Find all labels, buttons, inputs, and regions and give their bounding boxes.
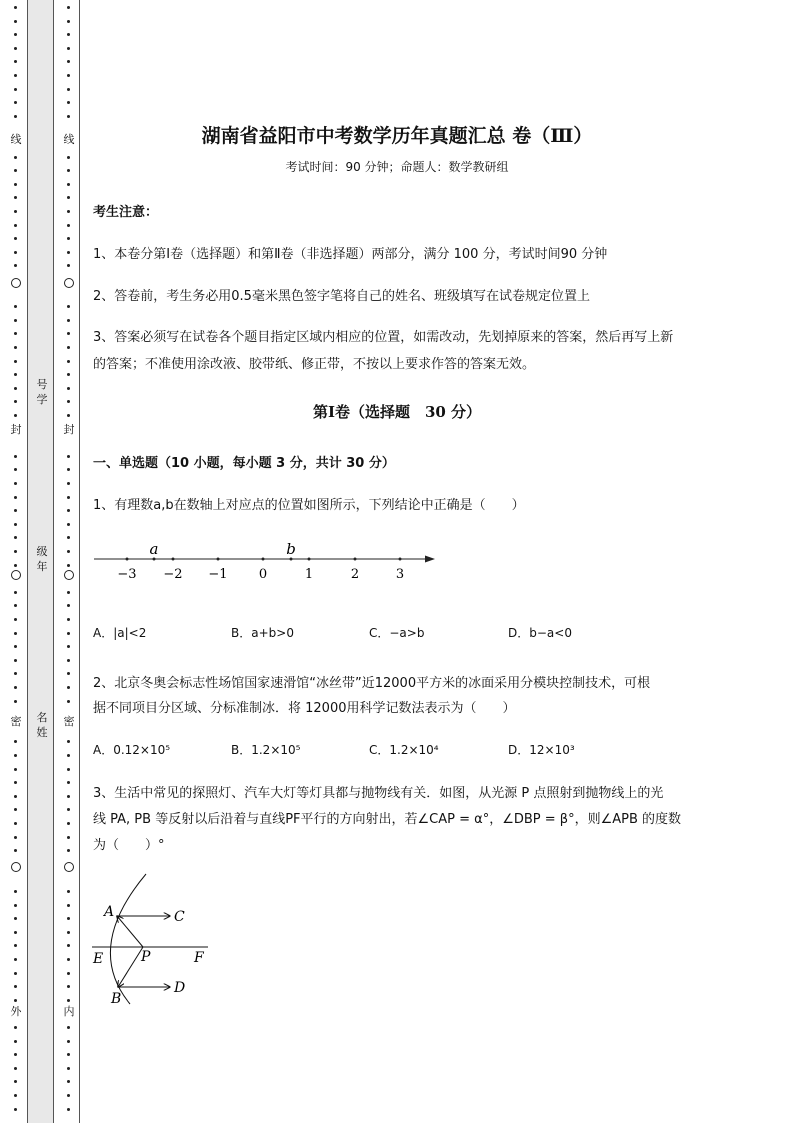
cut-line-dot	[67, 1026, 70, 1029]
name-field-label: 名姓	[36, 711, 48, 739]
q1-option-d: D．b−a<0	[508, 626, 572, 640]
cut-line-dot	[14, 210, 17, 213]
cut-line-dot	[14, 795, 17, 798]
cut-line-dot	[67, 686, 70, 689]
ray-pb	[118, 947, 143, 987]
cut-line-dot	[67, 319, 70, 322]
cut-line-dot	[67, 604, 70, 607]
cut-line-dot	[14, 224, 17, 227]
cut-line-dot	[67, 387, 70, 390]
cut-line-dot	[14, 632, 17, 635]
cut-line-dot	[14, 618, 17, 621]
cut-line-dot	[67, 958, 70, 961]
cut-line-dot	[67, 47, 70, 50]
cut-line-dot	[14, 700, 17, 703]
q1-option-a: A．|a|<2	[93, 626, 147, 640]
cut-line-dot	[67, 795, 70, 798]
margin-label-mi-left: 密	[10, 715, 22, 728]
cut-line-dot	[14, 196, 17, 199]
cut-line-dot	[67, 999, 70, 1002]
cut-line-dot	[67, 564, 70, 567]
note-item: 1、本卷分第Ⅰ卷（选择题）和第Ⅱ卷（非选择题）两部分，满分 100 分，考试时间90 分钟	[93, 247, 608, 262]
cut-line-dot	[67, 33, 70, 36]
tick-label: 2	[350, 567, 360, 582]
point-label-c: C	[174, 909, 185, 925]
margin-label-feng-left: 封	[10, 423, 22, 436]
cut-line-dot	[14, 849, 17, 852]
question-3-stem: 线 PA, PB 等反射以后沿着与直线PF平行的方向射出，若∠CAP = α°，∠DBP = β°，则∠APB 的度数	[93, 812, 682, 827]
cut-line-dot	[14, 1094, 17, 1097]
cut-line-dot	[67, 346, 70, 349]
question-3-stem: 为（ ）°	[93, 838, 165, 853]
cut-line-dot	[67, 1053, 70, 1056]
cut-line-dot	[67, 754, 70, 757]
cut-line-dot	[14, 944, 17, 947]
tick-label: −2	[163, 567, 183, 582]
exam-subtitle: 考试时间：90 分钟；命题人：数学教研组	[285, 160, 509, 174]
circle-mark	[11, 862, 21, 872]
cut-line-dot	[67, 672, 70, 675]
q1-option-c: C．−a>b	[369, 626, 425, 640]
cut-line-dot	[14, 672, 17, 675]
cut-line-dot	[14, 1053, 17, 1056]
cut-line-dot	[14, 373, 17, 376]
cut-line-dot	[14, 564, 17, 567]
cut-line-dot	[14, 60, 17, 63]
cut-line-dot	[67, 550, 70, 553]
cut-line-dot	[14, 1040, 17, 1043]
cut-line-dot	[14, 346, 17, 349]
tick-label: 1	[304, 567, 314, 582]
cut-line-dot	[67, 740, 70, 743]
circle-mark	[11, 278, 21, 288]
cut-line-dot	[67, 509, 70, 512]
parabola-curve	[110, 874, 146, 1004]
q2-option-a: A．0.12×10⁵	[93, 743, 171, 757]
cut-line-dot	[67, 1080, 70, 1083]
cut-line-dot	[14, 74, 17, 77]
cut-line-dot	[67, 1040, 70, 1043]
parabola-reflection-figure	[88, 870, 218, 1010]
exam-title: 湖南省益阳市中考数学历年真题汇总 卷（Ⅲ）	[201, 125, 593, 147]
question-1-stem: 1、有理数a,b在数轴上对应点的位置如图所示，下列结论中正确是（ ）	[93, 498, 525, 513]
cut-line-dot	[14, 183, 17, 186]
cut-line-dot	[14, 523, 17, 526]
cut-line-dot	[14, 768, 17, 771]
cut-line-dot	[67, 904, 70, 907]
point-label-a: a	[149, 540, 159, 558]
cut-line-dot	[14, 319, 17, 322]
cut-line-dot	[14, 387, 17, 390]
cut-line-dot	[14, 305, 17, 308]
cut-line-dot	[14, 686, 17, 689]
cut-line-dot	[14, 482, 17, 485]
cut-line-dot	[67, 305, 70, 308]
point-label-d: D	[174, 980, 186, 996]
cut-line-dot	[14, 808, 17, 811]
tick-label: −1	[208, 567, 228, 582]
cut-line-dot	[14, 509, 17, 512]
cut-line-dot	[67, 972, 70, 975]
cut-line-dot	[14, 33, 17, 36]
cut-line-dot	[67, 700, 70, 703]
tick-label: 3	[395, 567, 405, 582]
cut-line-dot	[14, 496, 17, 499]
cut-line-dot	[67, 768, 70, 771]
cut-line-dot	[67, 849, 70, 852]
cut-line-dot	[67, 944, 70, 947]
ray-pa	[117, 916, 143, 947]
cut-line-dot	[67, 373, 70, 376]
cut-line-dot	[14, 904, 17, 907]
cut-line-dot	[14, 931, 17, 934]
cut-line-dot	[67, 210, 70, 213]
question-2-stem: 2、北京冬奥会标志性场馆国家速滑馆“冰丝带”近12000平方米的冰面采用分模块控制技术，可根	[93, 676, 651, 691]
number-line-figure	[90, 534, 440, 584]
margin-label-xian-right: 线	[63, 133, 75, 146]
cut-line-dot	[67, 101, 70, 104]
cut-line-dot	[14, 999, 17, 1002]
circle-mark	[64, 278, 74, 288]
cut-line-dot	[14, 659, 17, 662]
cut-line-dot	[67, 781, 70, 784]
cut-line-dot	[14, 836, 17, 839]
grade-field-label: 级年	[36, 545, 48, 573]
cut-line-dot	[14, 645, 17, 648]
cut-line-dot	[67, 88, 70, 91]
margin-label-xian-left: 线	[10, 133, 22, 146]
cut-line-dot	[67, 455, 70, 458]
notes-heading: 考生注意：	[93, 205, 159, 220]
cut-line-dot	[14, 890, 17, 893]
point-label-a: A	[104, 904, 115, 920]
cut-line-dot	[14, 468, 17, 471]
cut-line-dot	[14, 1080, 17, 1083]
cut-line-dot	[14, 972, 17, 975]
cut-line-dot	[67, 196, 70, 199]
cut-line-dot	[67, 183, 70, 186]
cut-line-dot	[67, 659, 70, 662]
point-label-b: b	[286, 540, 296, 558]
cut-line-dot	[14, 88, 17, 91]
cut-line-dot	[14, 591, 17, 594]
point-label-f: F	[194, 950, 204, 966]
cut-line-dot	[67, 822, 70, 825]
axis-arrow	[425, 556, 435, 563]
circle-mark	[64, 862, 74, 872]
cut-line-dot	[67, 237, 70, 240]
cut-line-dot	[14, 237, 17, 240]
cut-line-dot	[67, 917, 70, 920]
cut-line-dot	[14, 101, 17, 104]
cut-line-dot	[67, 1067, 70, 1070]
margin-label-feng-right: 封	[63, 423, 75, 436]
cut-line-dot	[67, 482, 70, 485]
cut-line-dot	[14, 360, 17, 363]
q2-option-d: D．12×10³	[508, 743, 575, 757]
cut-line-dot	[67, 536, 70, 539]
tick-label: −3	[117, 567, 137, 582]
point-label-e: E	[93, 951, 104, 967]
cut-line-dot	[14, 754, 17, 757]
cut-line-dot	[14, 1108, 17, 1111]
cut-line-dot	[67, 360, 70, 363]
cut-line-dot	[67, 60, 70, 63]
q2-option-b: B．1.2×10⁵	[231, 743, 301, 757]
cut-line-dot	[67, 808, 70, 811]
cut-line-dot	[67, 251, 70, 254]
cut-line-dot	[67, 224, 70, 227]
cut-line-dot	[14, 781, 17, 784]
point-label-p: P	[141, 949, 151, 965]
cut-line-dot	[14, 251, 17, 254]
q2-option-c: C．1.2×10⁴	[369, 743, 439, 757]
note-item: 2、答卷前，考生务必用0.5毫米黑色签字笔将自己的姓名、班级填写在试卷规定位置上	[93, 289, 590, 304]
cut-line-dot	[67, 1094, 70, 1097]
note-item: 的答案；不准使用涂改液、胶带纸、修正带，不按以上要求作答的答案无效。	[93, 357, 536, 372]
cut-line-dot	[14, 536, 17, 539]
cut-line-dot	[67, 985, 70, 988]
cut-line-dot	[14, 455, 17, 458]
cut-line-dot	[14, 332, 17, 335]
student-id-field-label: 号学	[36, 378, 48, 406]
cut-line-dot	[67, 264, 70, 267]
cut-line-dot	[67, 6, 70, 9]
cut-line-dot	[67, 523, 70, 526]
margin-label-nei: 内	[63, 1005, 75, 1018]
cut-line-dot	[67, 468, 70, 471]
point-label-b: B	[111, 991, 122, 1007]
circle-mark	[64, 570, 74, 580]
cut-line-dot	[14, 985, 17, 988]
cut-line-dot	[67, 890, 70, 893]
cut-line-dot	[67, 20, 70, 23]
section-heading: 一、单选题（10 小题，每小题 3 分，共计 30 分）	[93, 456, 395, 471]
cut-line-dot	[67, 632, 70, 635]
cut-line-dot	[67, 618, 70, 621]
cut-line-dot	[67, 496, 70, 499]
margin-label-mi-right: 密	[63, 715, 75, 728]
cut-line-dot	[67, 332, 70, 335]
cut-line-dot	[14, 1026, 17, 1029]
cut-line-dot	[67, 115, 70, 118]
question-2-stem: 据不同项目分区域、分标准制冰．将 12000用科学记数法表示为（ ）	[93, 701, 516, 716]
cut-line-dot	[67, 74, 70, 77]
cut-line-dot	[14, 740, 17, 743]
cut-line-dot	[14, 550, 17, 553]
q1-option-b: B．a+b>0	[231, 626, 294, 640]
cut-line-dot	[14, 1067, 17, 1070]
margin-label-wai: 外	[10, 1005, 22, 1018]
cut-line-dot	[67, 591, 70, 594]
part-title: 第Ⅰ卷（选择题 30 分）	[312, 403, 482, 421]
cut-line-dot	[14, 917, 17, 920]
cut-line-dot	[14, 604, 17, 607]
tick-label: 0	[258, 567, 268, 582]
circle-mark	[11, 570, 21, 580]
note-item: 3、答案必须写在试卷各个题目指定区域内相应的位置，如需改动，先划掉原来的答案，然后再写上新	[93, 330, 674, 345]
cut-line-dot	[67, 931, 70, 934]
cut-line-dot	[67, 1108, 70, 1111]
cut-line-dot	[67, 836, 70, 839]
cut-line-dot	[67, 645, 70, 648]
cut-line-dot	[14, 47, 17, 50]
question-3-stem: 3、生活中常见的探照灯、汽车大灯等灯具都与抛物线有关．如图，从光源 P 点照射到抛物线上的光	[93, 786, 664, 801]
cut-line-dot	[14, 6, 17, 9]
cut-line-dot	[14, 20, 17, 23]
cut-line-dot	[14, 822, 17, 825]
cut-line-dot	[14, 115, 17, 118]
cut-line-dot	[14, 958, 17, 961]
cut-line-dot	[14, 264, 17, 267]
